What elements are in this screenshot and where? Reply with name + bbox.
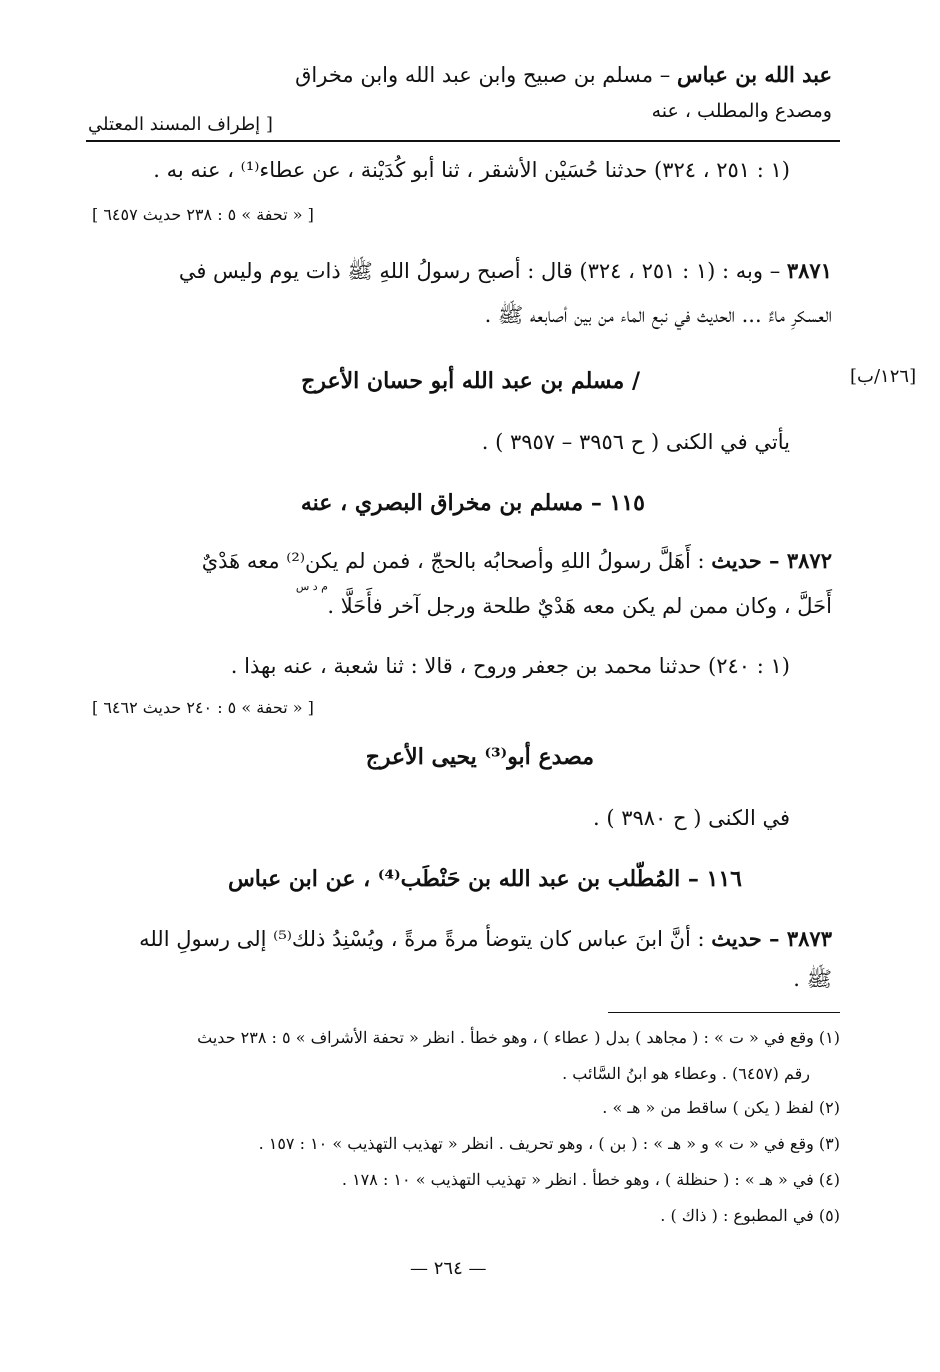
isnad-line: (١ : ٢٥١ ، ٣٢٤) حدثنا حُسَيْن الأشقر ، ثنا أبو كُدَيْنة ، عن عطاء⁽¹⁾ ، عنه به . (153, 158, 790, 182)
isnad-line: (١ : ٢٤٠) حدثنا محمد بن جعفر وروح ، قالا : ثنا شعبة ، عنه بهذا . (230, 654, 790, 678)
footnote-5: (٥) في المطبوع : ( ذاك ) . (660, 1206, 840, 1225)
footnote-2: (٢) لفظ ( يكن ) ساقط من « هـ » . (602, 1098, 840, 1117)
page-number: — ٢٦٤ — (410, 1258, 487, 1279)
hadith-text: : أنَّ ابنَ عباس كان يتوضأ مرةً مرةً ، ويُسْنِدُ ذلك⁽⁵⁾ إلى رسولِ الله (139, 927, 712, 951)
collection-symbols: م د س (295, 580, 328, 593)
footnote-1: (١) وقع في « ت » : ( مجاهد ) بدل ( عطاء ) ، وهو خطأ . انظر « تحفة الأشراف » ٥ : ٢٣٨ حديث (197, 1028, 840, 1047)
footnote-4: (٤) في « هـ » : ( حنظلة ) ، وهو خطأ . انظر « تهذيب التهذيب » ١٠ : ١٧٨ . (341, 1170, 840, 1189)
hadith-3872-line2: أَحَلَّ ، وكان ممن لم يكن معه هَدْيٌ طلحة ورجل آخر فأَحَلَّا . (327, 594, 832, 618)
section-heading-abu-hassan: / مسلم بن عبد الله أبو حسان الأعرج (301, 368, 640, 394)
footnote-separator (608, 1012, 840, 1013)
hadith-number: ٣٨٧١ (786, 258, 832, 283)
hadith-3873-line2: ﷺ . (793, 967, 832, 991)
hadith-3871-line1 (179, 258, 832, 289)
footnote-3: (٣) وقع في « ت » و « هـ » : ( بن ) ، وهو تحريف . انظر « تهذيب التهذيب » ١٠ : ١٥٧ . (258, 1134, 840, 1153)
hadith-number: ٣٨٧٢ (786, 548, 832, 573)
book-title: [ إطراف المسند المعتلي (88, 114, 273, 135)
header-title-bold: عبد الله بن عباس (677, 62, 832, 87)
margin-folio-note: [١٢٦/ب] (850, 366, 917, 387)
hadith-text: : أَهَلَّ رسولُ اللهِ وأصحابُه بالحجّ ، فمن لم يكن⁽²⁾ معه هَدْيٌ (201, 549, 712, 573)
hadith-keyword: – حديث (711, 548, 787, 573)
cross-reference-note: يأتي في الكنى ( ح ٣٩٥٦ – ٣٩٥٧ ) . (481, 430, 790, 454)
hadith-3871-line2: العسكرِ ماءٌ ... الحديث في نبع الماء من بين أصابعه ﷺ . (484, 303, 832, 327)
section-heading-116: ١١٦ – المُطّلب بن عبد الله بن حَنْطَب⁽⁴⁾ ، عن ابن عباس (227, 866, 742, 892)
hadith-keyword: – حديث (711, 926, 787, 951)
running-header-line1 (295, 62, 832, 87)
header-title-rest: – مسلم بن صبيح وابن عبد الله وابن مخراق (295, 63, 677, 87)
running-header-line2: ومصدع والمطلب ، عنه (651, 100, 832, 122)
section-heading-musadda: مصدع أبو⁽³⁾ يحيى الأعرج (365, 744, 594, 770)
hadith-3872-line1 (202, 548, 832, 573)
tuhfa-reference: [ « تحفة » ٥ : ٢٤٠ حديث ٦٤٦٢ ] (92, 698, 314, 717)
tuhfa-reference: [ « تحفة » ٥ : ٢٣٨ حديث ٦٤٥٧ ] (92, 205, 314, 224)
header-rule (86, 140, 840, 142)
hadith-3873-line1 (139, 926, 832, 951)
hadith-number: ٣٨٧٣ (786, 926, 832, 951)
footnote-1-continuation: رقم (٦٤٥٧) . وعطاء هو ابنُ السَّائب . (562, 1064, 810, 1083)
hadith-text: – وبه : (١ : ٢٥١ ، ٣٢٤) قال : أصبح رسولُ اللهِ ﷺ ذات يوم وليس في (178, 259, 787, 283)
section-heading-115: ١١٥ – مسلم بن مخراق البصري ، عنه (300, 490, 645, 516)
cross-reference-note: في الكنى ( ح ٣٩٨٠ ) . (592, 806, 790, 830)
